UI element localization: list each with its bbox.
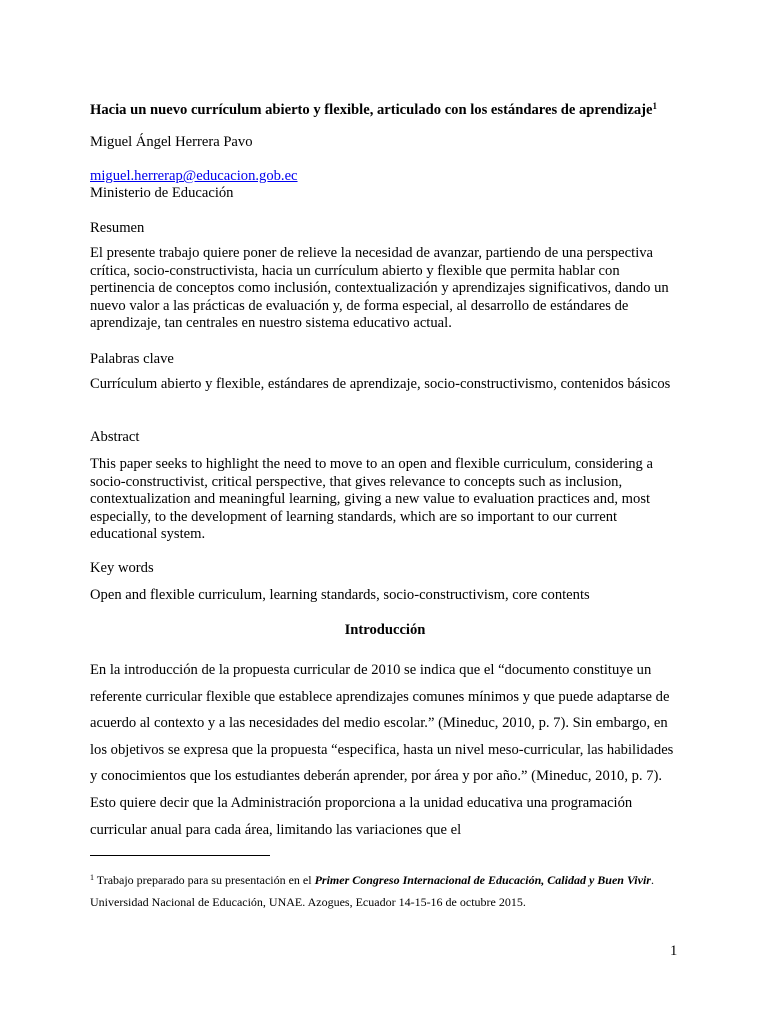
title-footnote-mark[interactable]: 1: [652, 101, 658, 111]
introduccion-text: En la introducción de la propuesta curricular de 2010 se indica que el “documento constituye un referente curricular flexible que establece aprendizajes comunes mínimos y que puede adaptarse de acuerdo al contexto y a las necesidades del medio escolar.” (Mineduc, 2010, p. 7). Sin embargo, en los objetivos se expresa que la propuesta “especifica, hasta un nivel meso-curricular, las habilidades y conocimientos que los estudiantes deberán aprender, por área y por año.” (Mineduc, 2010, p. 7). Esto quiere decir que la Administración proporciona a la unidad educativa una programación curricular anual para cada área, limitando las variaciones que el: [90, 662, 674, 838]
footnote-prefix: Trabajo preparado para su presentación en el: [94, 873, 315, 887]
key-words-text: Open and flexible curriculum, learning standards, socio-constructivism, core contents: [90, 587, 590, 603]
abstract-heading: Abstract: [90, 429, 140, 445]
footnote: [90, 869, 680, 913]
resumen-heading: Resumen: [90, 220, 145, 236]
footnote-suffix: . Universidad Nacional de Educación, UNAE. Azogues, Ecuador 14-15-16 de octubre 2015.: [90, 873, 654, 909]
introduccion-heading: Introducción: [344, 622, 426, 638]
author-email-link[interactable]: miguel.herrerap@educacion.gob.ec: [90, 168, 298, 184]
paper-title: [90, 101, 690, 119]
resumen-text: El presente trabajo quiere poner de relieve la necesidad de avanzar, partiendo de una perspectiva crítica, socio-constructivista, hacia un currículum abierto y flexible que permita hablar con pertinencia de conceptos como inclusión, contextualización y aprendizajes significativos, dando un nuevo valor a las prácticas de evaluación y, de forma especial, al desarrollo de estándares de aprendizaje, tan centrales en nuestro sistema educativo actual.: [90, 245, 669, 331]
author-organization: Ministerio de Educación: [90, 185, 234, 201]
title-text: Hacia un nuevo currículum abierto y flexible, articulado con los estándares de aprendizaje: [90, 102, 653, 118]
footnote-mark: 1: [90, 873, 94, 882]
page-number: 1: [670, 943, 678, 959]
footnote-event-name: Primer Congreso Internacional de Educación, Calidad y Buen Vivir: [314, 873, 651, 887]
palabras-clave-text: Currículum abierto y flexible, estándares de aprendizaje, socio-constructivismo, contenidos básicos: [90, 376, 671, 392]
key-words-heading: Key words: [90, 560, 154, 576]
author-name: Miguel Ángel Herrera Pavo: [90, 134, 253, 150]
palabras-clave-heading: Palabras clave: [90, 351, 174, 367]
abstract-text: This paper seeks to highlight the need to move to an open and flexible curriculum, considering a socio-constructivist, critical perspective, that gives relevance to concepts such as inclusion, contextualization and meaningful learning, giving a new value to evaluation practices and, most especially, to the development of learning standards, which are so important to our current educational system.: [90, 456, 653, 542]
footnote-divider: [90, 855, 270, 856]
